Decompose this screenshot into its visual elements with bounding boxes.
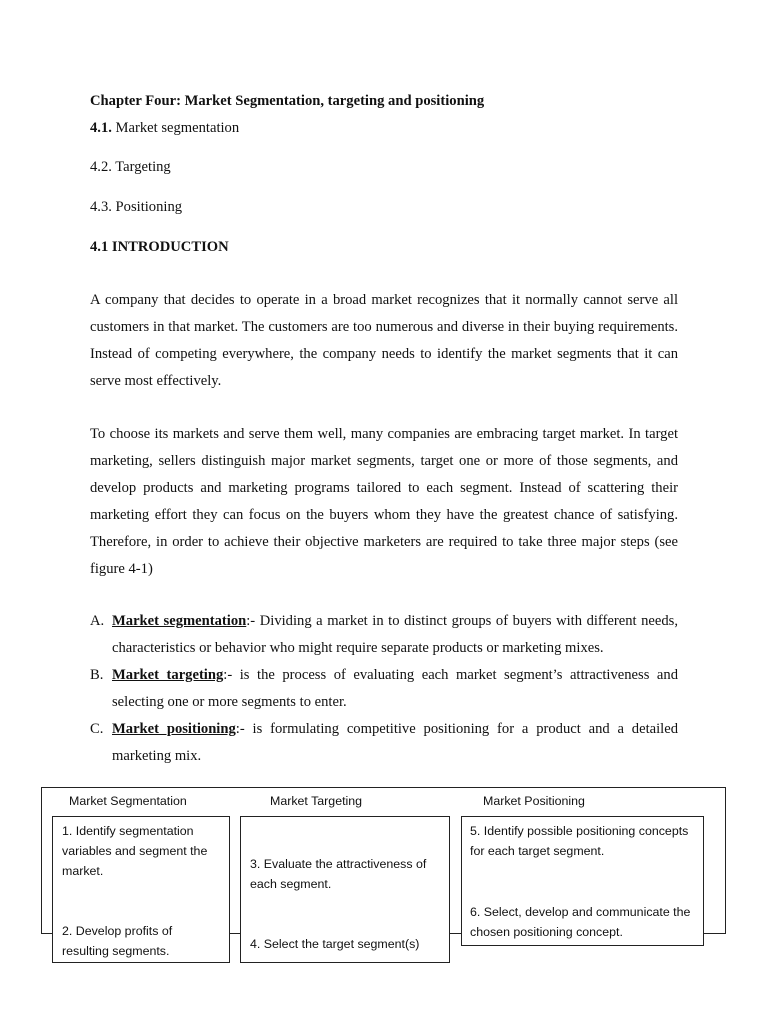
toc-item-4-1 <box>90 115 239 142</box>
list-letter: A. <box>90 613 105 629</box>
segmentation-box <box>52 816 230 963</box>
definition-text: :- is the process of evaluating each market segment’s attractiveness and selecting one or more segments to enter. <box>112 667 678 710</box>
frame-bottom-right-line <box>703 933 726 934</box>
toc-number: 4.2. <box>90 159 112 175</box>
paragraph-text: A company that decides to operate in a broad market recognizes that it normally cannot serve all customers in that market. The customers are too numerous and diverse in their buying requirements. Instead of competing everywhere, the company needs to identify the market segments that it can serve most effectively. <box>90 292 678 389</box>
toc-item-4-3 <box>90 194 182 221</box>
list-item-a <box>90 608 678 662</box>
figure-col1-title: Market Segmentation <box>69 794 187 808</box>
toc-label: Market segmentation <box>115 120 240 136</box>
term-market-segmentation: Market segmentation <box>112 613 247 629</box>
list-item-b <box>90 662 678 716</box>
toc-item-4-2 <box>90 154 171 181</box>
targeting-step-3: 3. Evaluate the attractiveness of each segment. <box>250 857 427 891</box>
toc-label: Targeting <box>115 159 171 175</box>
chapter-title: Chapter Four: Market Segmentation, targeting and positioning <box>90 93 485 109</box>
frame-bottom-mid-right-line <box>449 933 461 934</box>
figure-col2-title: Market Targeting <box>270 794 363 808</box>
positioning-step-5: 5. Identify possible positioning concepts for each target segment. <box>470 824 689 858</box>
toc-label: Positioning <box>115 199 183 215</box>
definition-text: :- Dividing a market in to distinct groups of buyers with different needs, characteristics or behavior who might require separate products or marketing mixes. <box>112 613 678 656</box>
frame-left-line <box>41 787 42 934</box>
frame-top-line <box>41 787 726 788</box>
term-market-positioning: Market positioning <box>112 721 236 737</box>
list-letter: C. <box>90 721 104 737</box>
intro-paragraph-2 <box>90 421 678 583</box>
intro-paragraph-1 <box>90 287 678 395</box>
segmentation-step-1: 1. Identify segmentation variables and segment the market. <box>62 824 208 878</box>
list-item-c <box>90 716 678 770</box>
figure-col3-title: Market Positioning <box>483 794 585 808</box>
targeting-step-4: 4. Select the target segment(s) <box>250 937 420 951</box>
section-heading: 4.1 INTRODUCTION <box>90 239 229 255</box>
segmentation-step-2: 2. Develop profits of resulting segments. <box>62 924 173 958</box>
term-market-targeting: Market targeting <box>112 667 224 683</box>
positioning-step-6-text: 6. Select, develop and communicate the chosen positioning concept. <box>470 905 691 939</box>
targeting-box <box>240 816 450 963</box>
list-letter: B. <box>90 667 104 683</box>
positioning-step-6 <box>470 902 696 942</box>
toc-number: 4.1. <box>90 120 112 136</box>
positioning-box <box>461 816 704 946</box>
paragraph-text: To choose its markets and serve them well, many companies are embracing target market. In target marketing, sellers distinguish major market segments, target one or more of those segments, and develop products and marketing programs tailored to each segment. Instead of scattering their marketing effort they can focus on the buyers whom they have the greatest chance of satisfying. Therefore, in order to achieve their objective marketers are required to take three major steps (see figure 4-1) <box>90 426 678 577</box>
definition-text: :- is formulating competitive positioning for a product and a detailed marketing mix. <box>112 721 679 764</box>
toc-number: 4.3. <box>90 199 112 215</box>
frame-right-line <box>725 787 726 934</box>
